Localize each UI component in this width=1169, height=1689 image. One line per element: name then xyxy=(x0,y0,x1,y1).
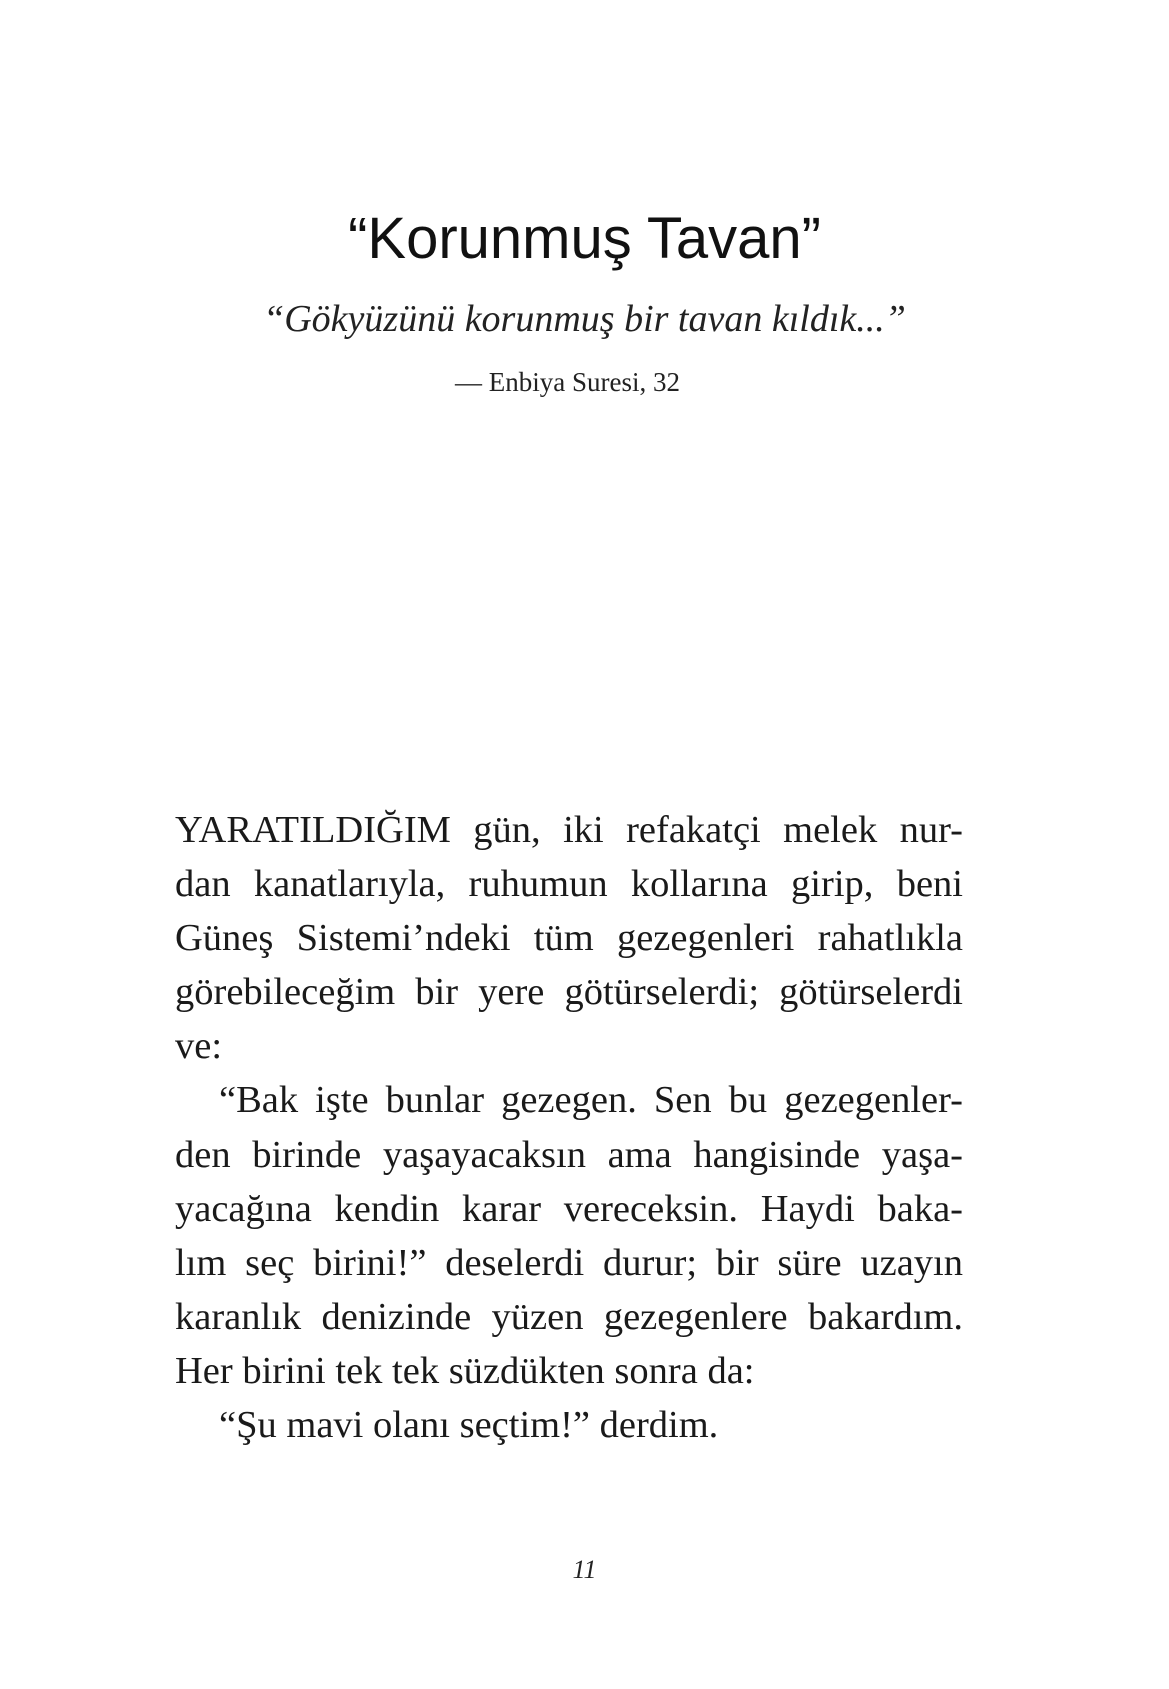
body-line: yacağına kendin karar vereceksin. Haydi baka- xyxy=(175,1187,963,1230)
body-line: lım seç birini!” deselerdi durur; bir süre uzayın xyxy=(175,1241,963,1284)
body-line: ve: xyxy=(175,1025,223,1068)
body-line: “Bak işte bunlar gezegen. Sen bu gezegenler- xyxy=(219,1079,963,1122)
body-line: Güneş Sistemi’ndeki tüm gezegenleri rahatlıkla xyxy=(175,917,963,960)
body-line: den birinde yaşayacaksın ama hangisinde yaşa- xyxy=(175,1133,963,1176)
body-line: “Şu mavi olanı seçtim!” derdim. xyxy=(219,1404,719,1447)
body-line: dan kanatlarıyla, ruhumun kollarına girip, beni xyxy=(175,863,963,906)
body-line: karanlık denizinde yüzen gezegenlere bakardım. xyxy=(175,1295,963,1338)
body-text xyxy=(175,803,963,1452)
epigraph-source: — Enbiya Suresi, 32 xyxy=(455,367,680,397)
body-line: görebileceğim bir yere götürselerdi; götürselerdi xyxy=(175,971,963,1014)
epigraph-quote: “Gökyüzünü korunmuş bir tavan kıldık...” xyxy=(263,298,906,340)
page-number: 11 xyxy=(572,1555,597,1584)
body-line: Her birini tek tek süzdükten sonra da: xyxy=(175,1349,755,1392)
chapter-title: “Korunmuş Tavan” xyxy=(348,206,821,271)
body-line: YARATILDIĞIM gün, iki refakatçi melek nur- xyxy=(175,809,963,851)
